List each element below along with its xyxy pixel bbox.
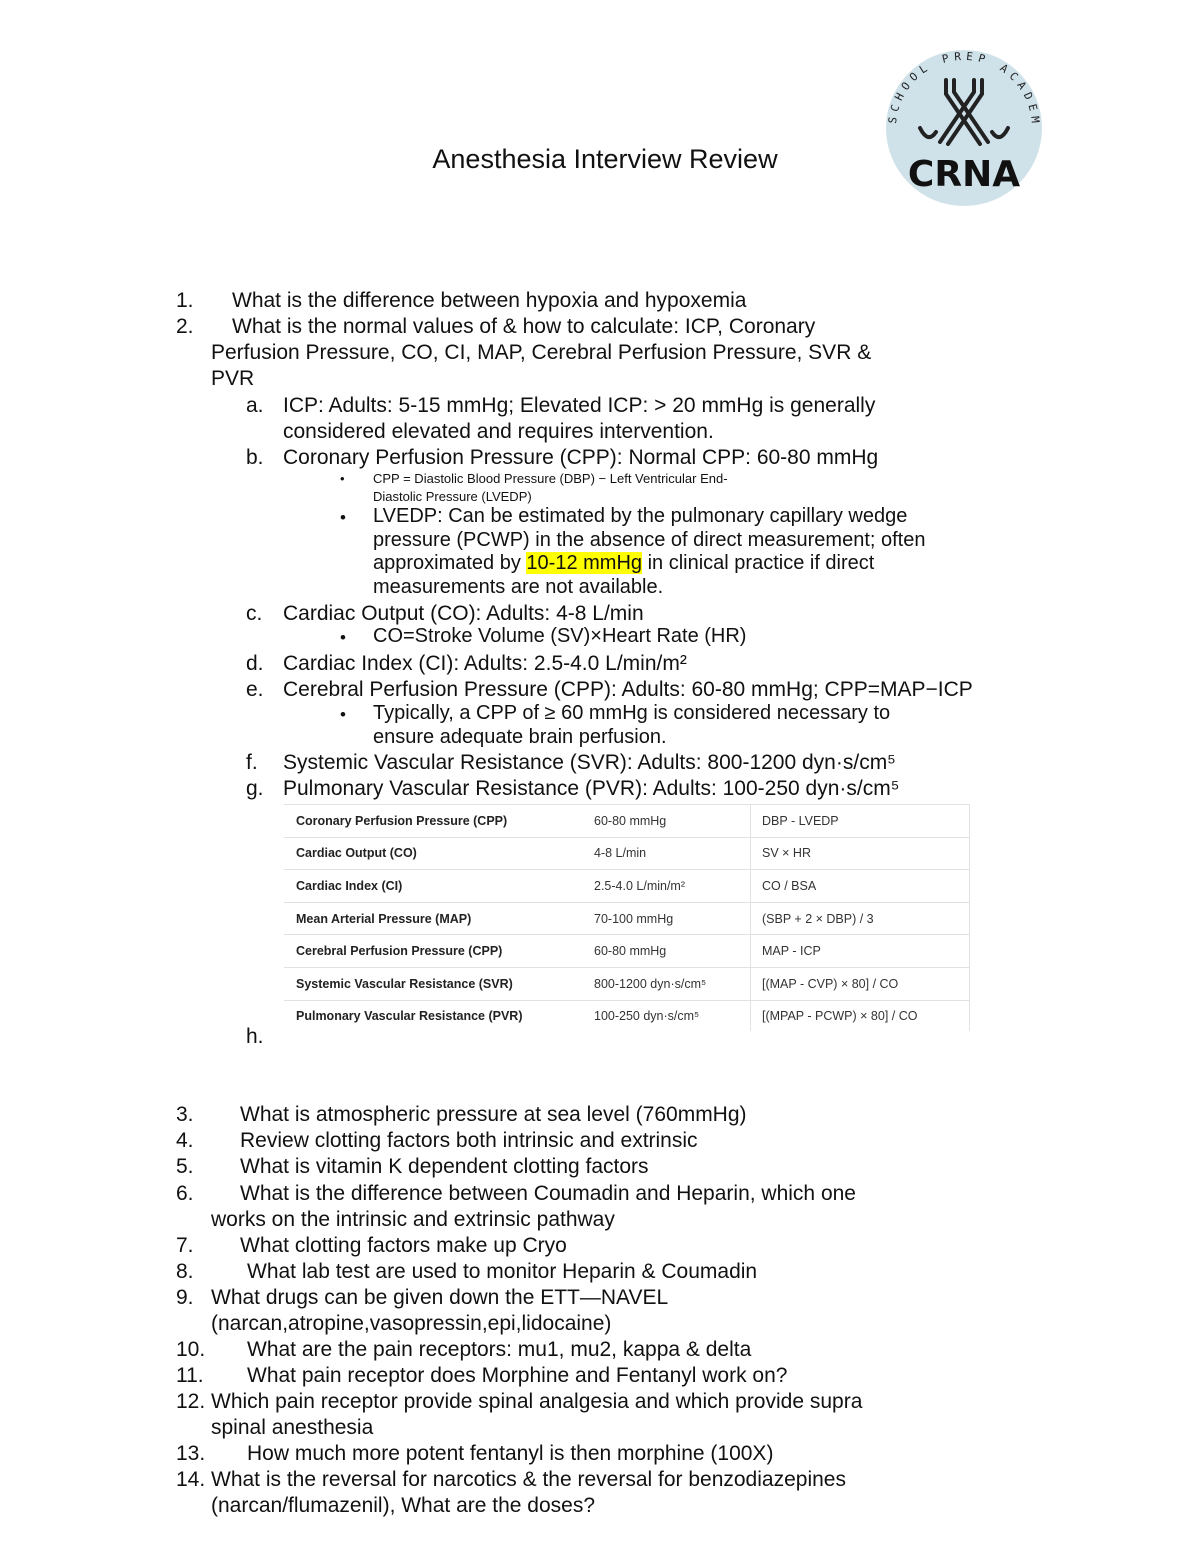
sub-e-letter: e. xyxy=(246,678,264,701)
table-cell-formula: [(MPAP - PCWP) × 80] / CO xyxy=(762,1009,918,1024)
table-cell-formula: SV × HR xyxy=(762,846,811,861)
table-row xyxy=(284,838,970,871)
sub-b-bullet1-line2: Diastolic Pressure (LVEDP) xyxy=(373,489,532,504)
sub-b-bullet2-line3-post: in clinical practice if direct xyxy=(642,552,875,574)
crna-logo xyxy=(876,32,1052,208)
sub-c-letter: c. xyxy=(246,602,263,625)
table-cell-name: Cardiac Output (CO) xyxy=(296,846,417,861)
table-cell-normal: 60-80 mmHg xyxy=(594,944,667,959)
q12-number: 12. xyxy=(176,1390,206,1413)
table-cell-formula: CO / BSA xyxy=(762,878,817,893)
table-cell-name: Mean Arterial Pressure (MAP) xyxy=(296,911,472,926)
table-row xyxy=(284,1001,970,1033)
q10-number: 10. xyxy=(176,1338,206,1361)
sub-e-bullet1-line2: ensure adequate brain perfusion. xyxy=(373,726,667,748)
sub-b-letter: b. xyxy=(246,446,264,469)
sub-f-line1: Systemic Vascular Resistance (SVR): Adults: 800-1200 dyn·s/cm⁵ xyxy=(283,751,896,774)
q14-number: 14. xyxy=(176,1468,206,1491)
table-cell-formula: [(MAP - CVP) × 80] / CO xyxy=(762,976,899,991)
bullet: • xyxy=(340,471,345,486)
sub-e-bullet1-line1: Typically, a CPP of ≥ 60 mmHg is considered necessary to xyxy=(373,702,891,724)
q5-number: 5. xyxy=(176,1155,194,1178)
sub-h-letter: h. xyxy=(246,1025,264,1048)
logo-brand: CRNA xyxy=(907,154,1021,195)
table-cell-name: Cardiac Index (CI) xyxy=(296,878,403,893)
q11-text: What pain receptor does Morphine and Fentanyl work on? xyxy=(247,1364,788,1387)
q12-line2: spinal anesthesia xyxy=(211,1416,374,1439)
table-cell-formula: (SBP + 2 × DBP) / 3 xyxy=(762,911,874,926)
q3-text: What is atmospheric pressure at sea level (760mmHg) xyxy=(240,1103,747,1126)
table-cell-name: Coronary Perfusion Pressure (CPP) xyxy=(296,813,508,828)
table-cell-name: Systemic Vascular Resistance (SVR) xyxy=(296,976,513,991)
q7-number: 7. xyxy=(176,1234,194,1257)
table-row xyxy=(284,935,970,968)
q8-text: What lab test are used to monitor Heparin & Coumadin xyxy=(247,1260,758,1283)
table-cell-normal: 4-8 L/min xyxy=(594,846,647,861)
q9-number: 9. xyxy=(176,1286,194,1309)
sub-b-line1: Coronary Perfusion Pressure (CPP): Normal CPP: 60-80 mmHg xyxy=(283,446,879,469)
q2-number: 2. xyxy=(176,315,194,338)
q2-line2: Perfusion Pressure, CO, CI, MAP, Cerebral Perfusion Pressure, SVR & xyxy=(211,341,872,364)
q9-line1: What drugs can be given down the ETT—NAVEL xyxy=(211,1286,669,1309)
q9-line2: (narcan,atropine,vasopressin,epi,lidocaine) xyxy=(211,1312,612,1335)
sub-a-letter: a. xyxy=(246,394,264,417)
sub-c-line1: Cardiac Output (CO): Adults: 4-8 L/min xyxy=(283,602,644,625)
sub-b-bullet2-line3 xyxy=(373,552,874,575)
q2-line1: What is the normal values of & how to calculate: ICP, Coronary xyxy=(232,315,816,338)
q7-text: What clotting factors make up Cryo xyxy=(240,1234,567,1257)
page-title: Anesthesia Interview Review xyxy=(432,144,778,174)
sub-a-line1: ICP: Adults: 5-15 mmHg; Elevated ICP: > 20 mmHg is generally xyxy=(283,394,876,417)
sub-g-line1: Pulmonary Vascular Resistance (PVR): Adults: 100-250 dyn·s/cm⁵ xyxy=(283,777,900,800)
q6-number: 6. xyxy=(176,1182,194,1205)
q12-line1: Which pain receptor provide spinal analgesia and which provide supra xyxy=(211,1390,863,1413)
q6-line2: works on the intrinsic and extrinsic pathway xyxy=(211,1208,615,1231)
bullet: • xyxy=(340,508,346,527)
q11-number: 11. xyxy=(176,1364,204,1387)
bullet: • xyxy=(340,705,346,724)
q1-number: 1. xyxy=(176,289,194,312)
sub-d-line1: Cardiac Index (CI): Adults: 2.5-4.0 L/min/m² xyxy=(283,652,687,675)
sub-b-bullet2-line1: LVEDP: Can be estimated by the pulmonary capillary wedge xyxy=(373,505,908,527)
sub-c-bullet1: CO=Stroke Volume (SV)×Heart Rate (HR) xyxy=(373,625,747,647)
q10-text: What are the pain receptors: mu1, mu2, kappa & delta xyxy=(247,1338,752,1361)
q1-text: What is the difference between hypoxia and hypoxemia xyxy=(232,289,747,312)
sub-b-bullet2-line3-pre: approximated by xyxy=(373,552,527,574)
sub-g-letter: g. xyxy=(246,777,264,800)
table-cell-normal: 60-80 mmHg xyxy=(594,813,667,828)
table-row xyxy=(284,968,970,1001)
table-cell-formula: MAP - ICP xyxy=(762,944,821,959)
values-table xyxy=(284,804,970,1031)
crna-logo-graphic xyxy=(876,32,1052,208)
sub-b-bullet2-line4: measurements are not available. xyxy=(373,576,664,598)
q14-line2: (narcan/flumazenil), What are the doses? xyxy=(211,1494,596,1517)
q14-line1: What is the reversal for narcotics & the reversal for benzodiazepines xyxy=(211,1468,846,1491)
table-row xyxy=(284,805,970,838)
q4-text: Review clotting factors both intrinsic and extrinsic xyxy=(240,1129,698,1152)
table-cell-normal: 800-1200 dyn·s/cm⁵ xyxy=(594,976,707,991)
table-cell-name: Cerebral Perfusion Pressure (CPP) xyxy=(296,944,503,959)
logo-arc-text: SCHOOL PREP ACADEM xyxy=(885,49,1043,129)
sub-f-letter: f. xyxy=(246,751,258,774)
sub-d-letter: d. xyxy=(246,652,264,675)
sub-b-bullet2-line2: pressure (PCWP) in the absence of direct measurement; often xyxy=(373,529,926,551)
q6-line1: What is the difference between Coumadin and Heparin, which one xyxy=(240,1182,856,1205)
q3-number: 3. xyxy=(176,1103,194,1126)
q4-number: 4. xyxy=(176,1129,194,1152)
sub-b-bullet1-line1: CPP = Diastolic Blood Pressure (DBP) − Left Ventricular End- xyxy=(373,471,728,486)
table-cell-normal: 70-100 mmHg xyxy=(594,911,674,926)
table-cell-normal: 2.5-4.0 L/min/m² xyxy=(594,878,686,893)
table-cell-name: Pulmonary Vascular Resistance (PVR) xyxy=(296,1009,523,1024)
sub-a-line2: considered elevated and requires intervention. xyxy=(283,420,714,443)
table-cell-normal: 100-250 dyn·s/cm⁵ xyxy=(594,1009,700,1024)
q5-text: What is vitamin K dependent clotting factors xyxy=(240,1155,649,1178)
table-row xyxy=(284,903,970,936)
bullet: • xyxy=(340,628,346,647)
highlighted-value: 10-12 mmHg xyxy=(526,552,643,574)
table-cell-formula: DBP - LVEDP xyxy=(762,813,839,828)
q8-number: 8. xyxy=(176,1260,194,1283)
sub-e-line1: Cerebral Perfusion Pressure (CPP): Adults: 60-80 mmHg; CPP=MAP−ICP xyxy=(283,678,973,701)
q13-number: 13. xyxy=(176,1442,206,1465)
table-row xyxy=(284,870,970,903)
q13-text: How much more potent fentanyl is then morphine (100X) xyxy=(247,1442,774,1465)
q2-line3: PVR xyxy=(211,367,255,390)
